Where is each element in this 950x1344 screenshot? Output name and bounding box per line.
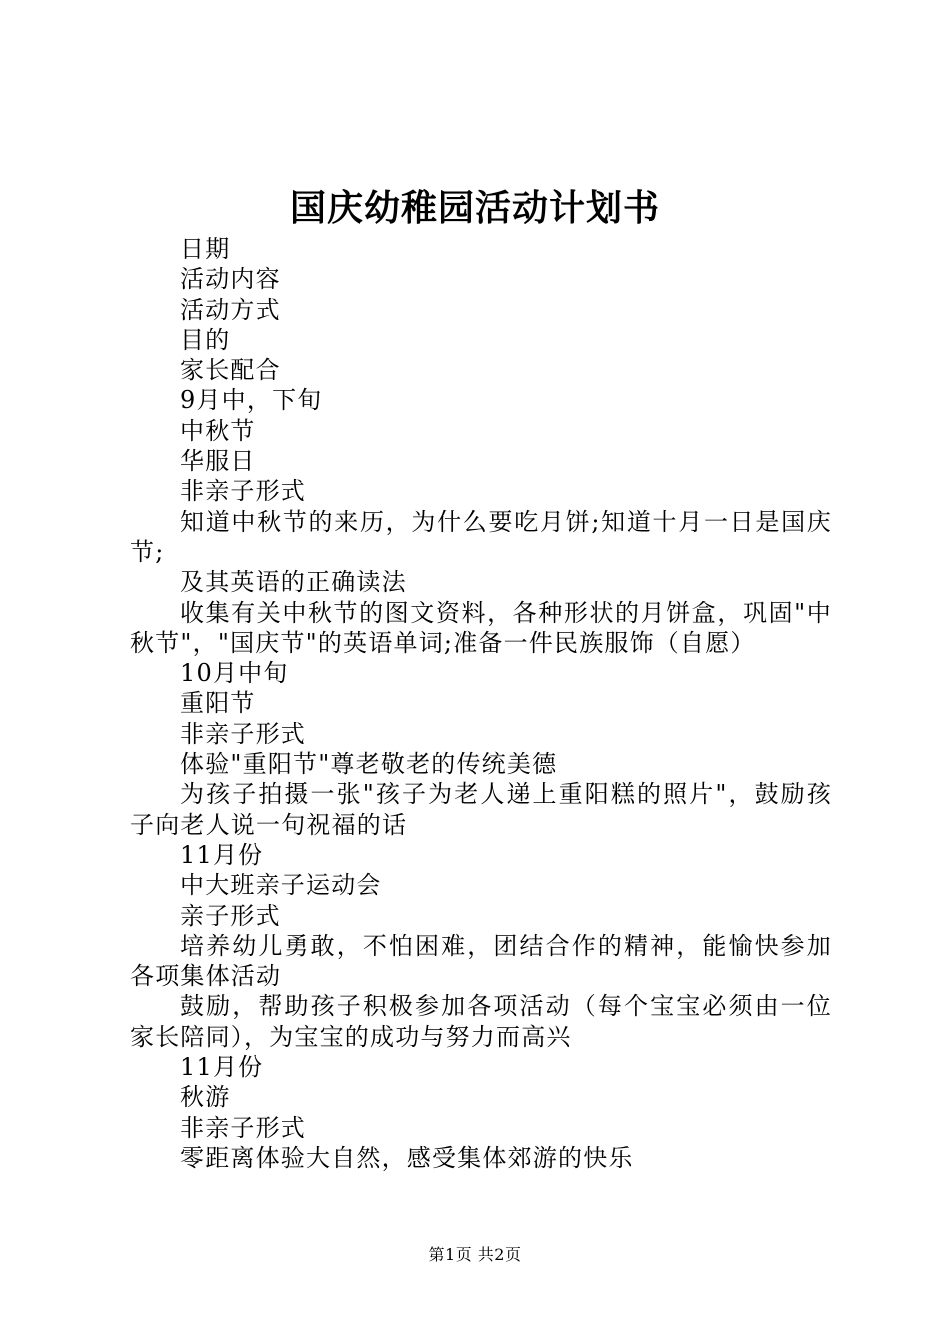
paragraph: 秋游: [180, 1083, 231, 1112]
paragraph: 体验"重阳节"尊老敬老的传统美德: [180, 750, 558, 779]
paragraph: 活动方式: [180, 295, 281, 324]
paragraph: 11月份: [180, 1053, 264, 1082]
paragraph: 中大班亲子运动会: [180, 871, 382, 900]
paragraph: 10月中旬: [180, 659, 289, 688]
paragraph: 华服日: [180, 447, 256, 476]
paragraph: 非亲子形式: [180, 477, 306, 506]
paragraph: 零距离体验大自然，感受集体郊游的快乐: [180, 1143, 634, 1172]
paragraph: 日期: [180, 235, 231, 263]
paragraph: 为孩子拍摄一张"孩子为老人递上重阳糕的照片"，鼓励孩子向老人说一句祝福的话: [130, 780, 832, 839]
paragraph: 鼓励，帮助孩子积极参加各项活动（每个宝宝必须由一位家长陪同），为宝宝的成功与努力而高兴: [130, 992, 832, 1051]
page-footer: 第1页 共2页: [428, 1245, 522, 1264]
paragraph: 收集有关中秋节的图文资料，各种形状的月饼盒，巩固"中秋节"，"国庆节"的英语单词;准备一件民族服饰（自愿）: [130, 598, 832, 657]
paragraph: 家长配合: [180, 356, 281, 385]
paragraph: 11月份: [180, 840, 264, 869]
document-title: 国庆幼稚园活动计划书: [289, 187, 660, 229]
paragraph: 中秋节: [180, 416, 256, 445]
paragraph: 活动内容: [180, 265, 281, 294]
paragraph: 非亲子形式: [180, 719, 306, 748]
paragraph: 及其英语的正确读法: [180, 568, 407, 597]
document-body: [130, 234, 832, 1173]
paragraph: 9月中，下旬: [180, 386, 323, 415]
paragraph: 培养幼儿勇敢，不怕困难，团结合作的精神，能愉快参加各项集体活动: [130, 931, 832, 991]
paragraph: 非亲子形式: [180, 1113, 306, 1142]
paragraph: 重阳节: [180, 689, 256, 718]
paragraph: 亲子形式: [180, 901, 281, 930]
paragraph: 目的: [180, 325, 231, 354]
paragraph: 知道中秋节的来历，为什么要吃月饼;知道十月一日是国庆节;: [130, 507, 832, 566]
